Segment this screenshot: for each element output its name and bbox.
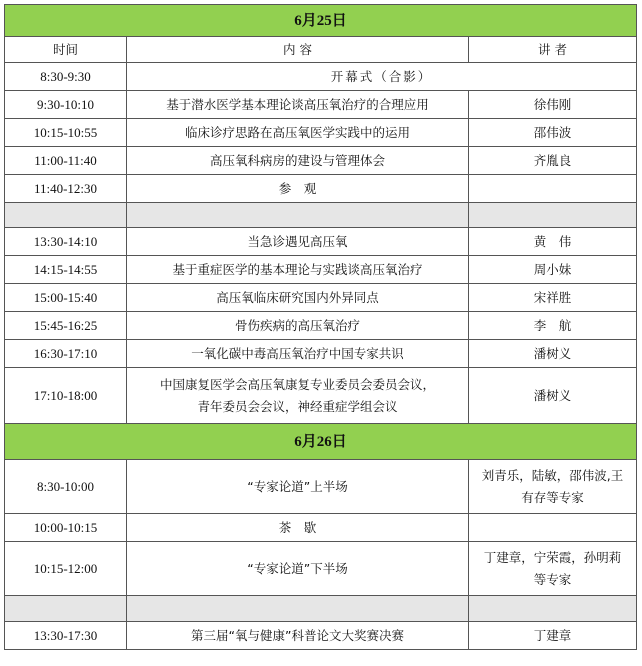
session-time: 10:15-10:55 <box>5 119 127 147</box>
session-speaker: 邵伟波 <box>469 119 637 147</box>
session-content: 基于潜水医学基本理论谈高压氧治疗的合理应用 <box>127 91 469 119</box>
session-time: 10:15-12:00 <box>5 542 127 596</box>
schedule-table <box>4 4 637 650</box>
session-content: 高压氧科病房的建设与管理体会 <box>127 147 469 175</box>
session-speaker: 潘树义 <box>469 368 637 424</box>
session-time: 15:45-16:25 <box>5 312 127 340</box>
session-content: 参 观 <box>127 175 469 203</box>
session-time: 13:30-14:10 <box>5 228 127 256</box>
table-row <box>5 284 637 312</box>
session-content: 一氧化碳中毒高压氧治疗中国专家共识 <box>127 340 469 368</box>
table-row <box>5 256 637 284</box>
session-time: 11:40-12:30 <box>5 175 127 203</box>
table-row <box>5 622 637 650</box>
session-time: 15:00-15:40 <box>5 284 127 312</box>
table-row <box>5 514 637 542</box>
day-title: 6月26日 <box>5 424 637 460</box>
session-time: 13:30-17:30 <box>5 622 127 650</box>
session-content-line: 中国康复医学会高压氧康复专业委员会委员会议， <box>159 376 435 392</box>
speaker-line: 丁建章，宁荣霞，孙明莉 <box>483 549 622 565</box>
session-content: 第三届“氧与健康”科普论文大奖赛决赛 <box>127 622 469 650</box>
session-speaker: 李 航 <box>469 312 637 340</box>
session-time: 8:30-10:00 <box>5 460 127 514</box>
session-speaker: 黄 伟 <box>469 228 637 256</box>
session-content: 临床诊疗思路在高压氧医学实践中的运用 <box>127 119 469 147</box>
table-row <box>5 542 637 596</box>
session-speaker <box>469 175 637 203</box>
session-content: 开幕式（合影） <box>127 63 637 91</box>
day-title: 6月25日 <box>5 5 637 37</box>
session-speaker <box>469 514 637 542</box>
session-content <box>127 368 469 424</box>
session-content: 高压氧临床研究国内外异同点 <box>127 284 469 312</box>
table-row <box>5 91 637 119</box>
session-speaker: 潘树义 <box>469 340 637 368</box>
session-content: 骨伤疾病的高压氧治疗 <box>127 312 469 340</box>
column-header-row <box>5 37 637 63</box>
session-content-line: 青年委员会会议，神经重症学组会议 <box>197 398 398 414</box>
header-content: 内 容 <box>127 37 469 63</box>
gap-row <box>5 596 637 622</box>
session-content: 基于重症医学的基本理论与实践谈高压氧治疗 <box>127 256 469 284</box>
table-row <box>5 312 637 340</box>
gap-row <box>5 203 637 228</box>
day-header-row <box>5 5 637 37</box>
session-content: 当急诊遇见高压氧 <box>127 228 469 256</box>
session-speaker: 丁建章 <box>469 622 637 650</box>
table-row <box>5 119 637 147</box>
session-time: 9:30-10:10 <box>5 91 127 119</box>
speaker-line: 有存等专家 <box>521 489 584 505</box>
session-time: 8:30-9:30 <box>5 63 127 91</box>
header-time: 时间 <box>5 37 127 63</box>
table-row <box>5 63 637 91</box>
session-time: 11:00-11:40 <box>5 147 127 175</box>
session-content: “专家论道”下半场 <box>127 542 469 596</box>
table-row <box>5 147 637 175</box>
session-time: 10:00-10:15 <box>5 514 127 542</box>
session-time: 17:10-18:00 <box>5 368 127 424</box>
speaker-line: 刘青乐，陆敏，邵伟波,王 <box>481 467 624 483</box>
session-speaker: 徐伟刚 <box>469 91 637 119</box>
session-speaker: 齐胤良 <box>469 147 637 175</box>
session-content: 茶 歇 <box>127 514 469 542</box>
table-row <box>5 228 637 256</box>
session-speaker: 周小妹 <box>469 256 637 284</box>
table-row <box>5 460 637 514</box>
speaker-line: 等专家 <box>533 571 572 587</box>
day-header-row <box>5 424 637 460</box>
session-content: “专家论道”上半场 <box>127 460 469 514</box>
table-row <box>5 175 637 203</box>
header-speaker: 讲 者 <box>469 37 637 63</box>
table-row <box>5 340 637 368</box>
session-time: 16:30-17:10 <box>5 340 127 368</box>
session-speaker <box>469 460 637 514</box>
session-speaker <box>469 542 637 596</box>
table-row <box>5 368 637 424</box>
session-speaker: 宋祥胜 <box>469 284 637 312</box>
session-time: 14:15-14:55 <box>5 256 127 284</box>
